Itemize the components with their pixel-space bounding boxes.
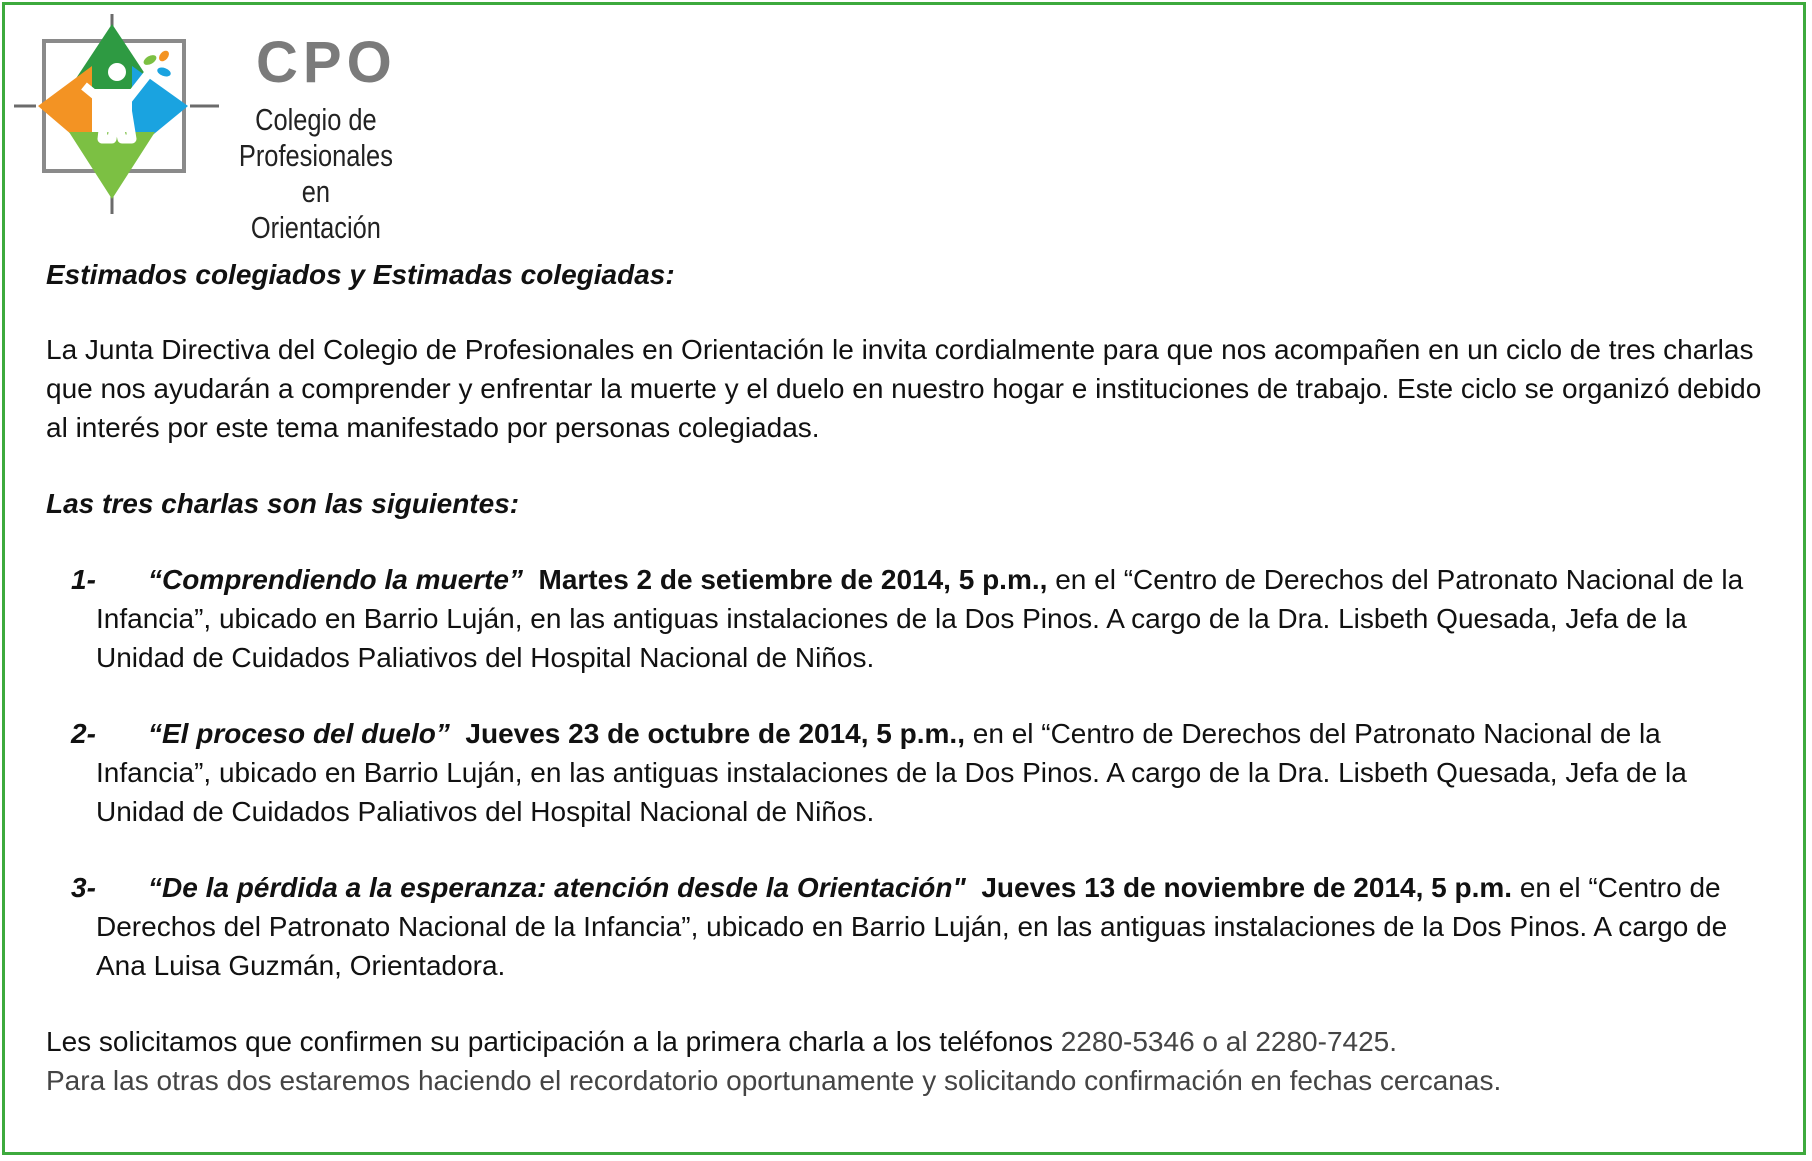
- talk-number: 3-: [71, 872, 96, 903]
- talk-title: “De la pérdida a la esperanza: atención desde la Orientación": [148, 872, 966, 903]
- talk-item: [46, 560, 1766, 677]
- talk-details: en el “Centro de Derechos del Patronato Nacional de la Infancia”, ubicado en Barrio Luján, en las antiguas instalaciones de la Dos Pinos. A cargo de la Dra. Lisbeth Quesada, Jefa de la Unidad de Cuidados Paliativos del Hospital Nacional de Niños.: [96, 718, 1687, 827]
- closing: [46, 1022, 1766, 1100]
- logo-name-line: Profesionales: [238, 138, 393, 173]
- cpo-logo: [14, 14, 434, 245]
- talk-details: en el “Centro de Derechos del Patronato Nacional de la Infancia”, ubicado en Barrio Luján, en las antiguas instalaciones de la Dos Pinos. A cargo de la Dra. Lisbeth Quesada, Jefa de la Unidad de Cuidados Paliativos del Hospital Nacional de Niños.: [96, 564, 1744, 673]
- talk-title: “Comprendiendo la muerte”: [148, 564, 523, 595]
- talk-date: Martes 2 de setiembre de 2014, 5 p.m.,: [538, 564, 1048, 595]
- intro-paragraph: La Junta Directiva del Colegio de Profesionales en Orientación le invita cordialmente para que nos acompañen en un ciclo de tres charlas que nos ayudarán a comprender y enfrentar la muerte y el duelo en nuestro hogar e instituciones de trabajo. Este ciclo se organizó debido al interés por este tema manifestado por personas colegiadas.: [46, 334, 1762, 443]
- logo-name-line: Colegio de: [255, 102, 377, 137]
- closing-line: Les solicitamos que confirmen su participación a la primera charla a los teléfonos: [46, 1026, 1053, 1057]
- cpo-emblem-icon: [14, 14, 229, 214]
- greeting: Estimados colegiados y Estimadas colegiadas:: [46, 259, 675, 290]
- talk-number: 1-: [71, 564, 96, 595]
- talk-title: “El proceso del duelo”: [148, 718, 450, 749]
- letter-body: [46, 255, 1766, 1100]
- talk-item: [46, 868, 1766, 985]
- talk-date: Jueves 13 de noviembre de 2014, 5 p.m.: [981, 872, 1513, 903]
- talk-details: en el “Centro de Derechos del Patronato Nacional de la Infancia”, ubicado en Barrio Luján, en las antiguas instalaciones de la Dos Pinos. A cargo de Ana Luisa Guzmán, Orientadora.: [96, 872, 1728, 981]
- talk-item: [46, 714, 1766, 831]
- talk-number: 2-: [71, 718, 96, 749]
- logo-acronym: CPO: [256, 30, 397, 95]
- logo-name: [238, 102, 394, 246]
- phone-numbers: 2280-5346 o al 2280-7425.: [1060, 1026, 1398, 1057]
- closing-reminder: Para las otras dos estaremos haciendo el recordatorio oportunamente y solicitando confirmación en fechas cercanas.: [46, 1065, 1502, 1096]
- logo-name-line: en Orientación: [250, 174, 381, 245]
- talk-date: Jueves 23 de octubre de 2014, 5 p.m.,: [465, 718, 965, 749]
- talks-subtitle: Las tres charlas son las siguientes:: [46, 488, 520, 519]
